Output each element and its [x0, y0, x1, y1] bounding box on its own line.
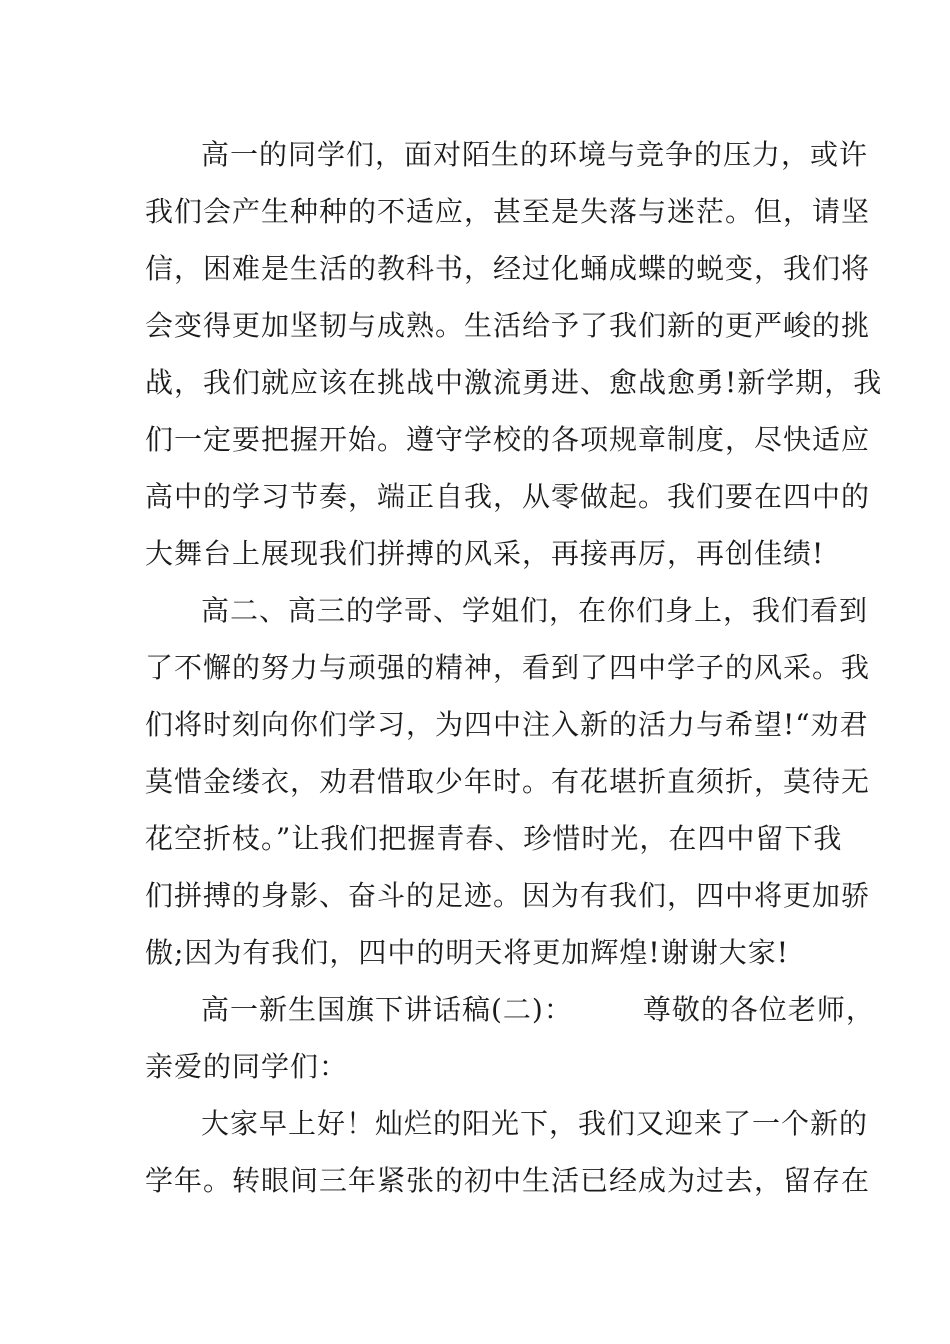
paragraph-line: 们一定要把握开始。遵守学校的各项规章制度，尽快适应 [145, 423, 871, 456]
paragraph-line: 我们会产生种种的不适应，甚至是失落与迷茫。但，请坚 [145, 195, 871, 228]
paragraph-line: 了不懈的努力与顽强的精神，看到了四中学子的风采。我 [145, 651, 871, 684]
paragraph-line: 大舞台上展现我们拼搏的风采，再接再厉，再创佳绩! [145, 537, 825, 570]
paragraph-line: 们将时刻向你们学习，为四中注入新的活力与希望!“劝君 [145, 708, 869, 741]
paragraph-line: 会变得更加坚韧与成熟。生活给予了我们新的更严峻的挑 [145, 309, 871, 342]
paragraph-line: 花空折枝。”让我们把握青春、珍惜时光，在四中留下我 [145, 822, 843, 855]
paragraph-line: 高二、高三的学哥、学姐们，在你们身上，我们看到 [201, 594, 869, 627]
paragraph-line: 们拼搏的身影、奋斗的足迹。因为有我们，四中将更加骄 [145, 879, 871, 912]
paragraph-line: 大家早上好！灿烂的阳光下，我们又迎来了一个新的 [201, 1107, 869, 1140]
paragraph-line: 战，我们就应该在挑战中激流勇进、愈战愈勇!新学期，我 [145, 366, 883, 399]
document-body [145, 126, 883, 1209]
paragraph-line: 高中的学习节奏，端正自我，从零做起。我们要在四中的 [145, 480, 871, 513]
paragraph-line: 傲;因为有我们，四中的明天将更加辉煌!谢谢大家! [145, 936, 789, 969]
speech-title-line [145, 981, 875, 1038]
salutation-teachers: 尊敬的各位老师， [642, 993, 875, 1026]
paragraph-line: 学年。转眼间三年紧张的初中生活已经成为过去，留存在 [145, 1164, 871, 1197]
speech-title: 高一新生国旗下讲话稿(二)： [201, 993, 573, 1026]
paragraph-line: 信，困难是生活的教科书，经过化蛹成蝶的蜕变，我们将 [145, 252, 871, 285]
paragraph-line: 高一的同学们，面对陌生的环境与竞争的压力，或许 [201, 138, 869, 171]
salutation-students: 亲爱的同学们： [145, 1050, 349, 1083]
paragraph-line: 莫惜金缕衣，劝君惜取少年时。有花堪折直须折，莫待无 [145, 765, 871, 798]
